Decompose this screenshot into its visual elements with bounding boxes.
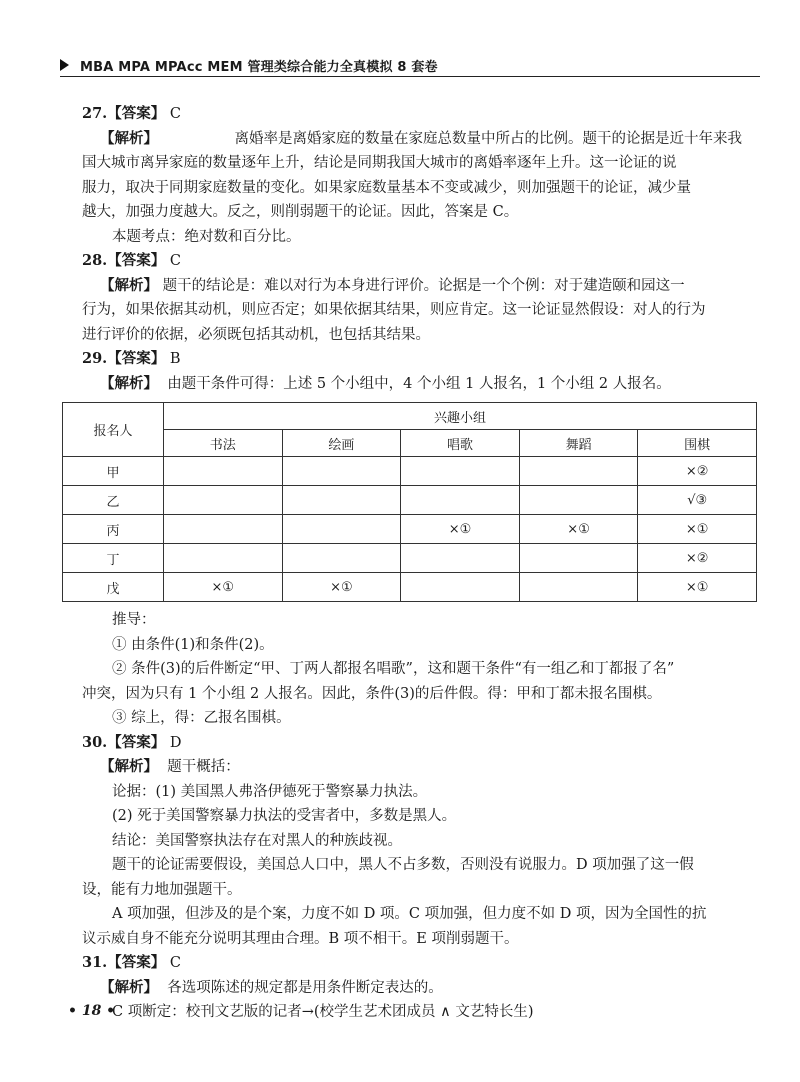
q30-line: 议示威自身不能充分说明其理由合理。B 项不相干。E 项削弱题干。 bbox=[82, 930, 519, 947]
q31-analysis-line: 【解析】 各选项陈述的规定都是用条件断定表达的。 bbox=[100, 978, 443, 996]
q29-step: ② 条件(3)的后件断定“甲、丁两人都报名唱歌”，这和题干条件“有一组乙和丁都报了名” bbox=[112, 661, 675, 677]
q30-analysis-line: 【解析】 题干概括： bbox=[100, 758, 240, 775]
q30-line: (2) 死于美国警察暴力执法的受害者中，多数是黑人。 bbox=[112, 808, 457, 824]
q30-line: 题干的论证需要假设，美国总人口中，黑人不占多数，否则没有说服力。D 项加强了这一假 bbox=[112, 857, 694, 873]
q29-step: ③ 综上，得：乙报名围棋。 bbox=[112, 710, 291, 726]
q27-analysis-line: 【解析】 离婚率是离婚家庭的数量在家庭总数量中所占的比例。题干的论据是近十年来我 bbox=[100, 129, 742, 147]
page-number: • 18 • bbox=[68, 1003, 116, 1019]
q29-answer: 29.【答案】 B bbox=[82, 350, 181, 367]
q28-line: 行为，如果依据其动机，则应否定；如果依据其结果，则应肯定。这一论证显然假设：对人的行为 bbox=[82, 302, 706, 318]
q31-line: C 项断定：校刊文艺版的记者→(校学生艺术团成员 ∧ 文艺特长生) bbox=[112, 1004, 534, 1020]
q30-line: A 项加强，但涉及的是个案，力度不如 D 项。C 项加强，但力度不如 D 项，因为全国性的抗 bbox=[112, 906, 707, 922]
table-row: 丁 ×② bbox=[63, 544, 757, 573]
q28-analysis-line: 【解析】 题干的结论是：难以对行为本身进行评价。论据是一个个例：对于建造颐和园这一 bbox=[100, 276, 685, 294]
table-column-header: 书法 bbox=[164, 430, 283, 457]
table-row: 甲 ×② bbox=[63, 457, 757, 486]
table-row-header: 报名人 bbox=[63, 403, 164, 457]
page-content bbox=[82, 102, 742, 1025]
table-column-header: 绘画 bbox=[282, 430, 401, 457]
q31-answer: 31.【答案】 C bbox=[82, 954, 181, 971]
q29-analysis-line: 【解析】 由题干条件可得：上述 5 个小组中，4 个小组 1 人报名，1 个小组 2 人报名。 bbox=[100, 374, 671, 392]
q27-answer: 27.【答案】 C bbox=[82, 105, 181, 122]
q27-line: 越大，加强力度越大。反之，则削弱题干的论证。因此，答案是 C。 bbox=[82, 204, 519, 220]
header-title: MBA MPA MPAcc MEM 管理类综合能力全真模拟 8 套卷 bbox=[80, 60, 438, 75]
q28-line: 进行评价的依据，必须既包括其动机，也包括其结果。 bbox=[82, 326, 430, 343]
table-row: 丙 ×① ×① ×① bbox=[63, 515, 757, 544]
q29-deduce-label: 推导： bbox=[112, 612, 156, 628]
page-header bbox=[60, 56, 760, 77]
table-column-header: 舞蹈 bbox=[519, 430, 638, 457]
table-row: 乙 √③ bbox=[63, 486, 757, 515]
q30-line: 设，能有力地加强题干。 bbox=[82, 881, 242, 898]
q30-line: 结论：美国警察执法存在对黑人的种族歧视。 bbox=[112, 832, 402, 849]
table-group-header: 兴趣小组 bbox=[164, 403, 757, 430]
triangle-marker-icon bbox=[60, 59, 69, 71]
q28-answer: 28.【答案】 C bbox=[82, 252, 181, 269]
signup-table bbox=[62, 402, 757, 602]
q27-topic: 本题考点：绝对数和百分比。 bbox=[112, 228, 301, 245]
table-column-header: 围棋 bbox=[638, 430, 757, 457]
q29-step: ① 由条件(1)和条件(2)。 bbox=[112, 636, 274, 653]
q29-step: 冲突，因为只有 1 个小组 2 人报名。因此，条件(3)的后件假。得：甲和丁都未报名围棋。 bbox=[82, 685, 662, 702]
q30-answer: 30.【答案】 D bbox=[82, 733, 182, 751]
q30-line: 论据：(1) 美国黑人弗洛伊德死于警察暴力执法。 bbox=[112, 783, 428, 800]
table-column-header: 唱歌 bbox=[401, 430, 520, 457]
table-row: 戊 ×① ×① ×① bbox=[63, 573, 757, 602]
q27-line: 国大城市离异家庭的数量逐年上升，结论是同期我国大城市的离婚率逐年上升。这一论证的说 bbox=[82, 155, 677, 171]
q27-line: 服力，取决于同期家庭数量的变化。如果家庭数量基本不变或减少，则加强题干的论证，减少量 bbox=[82, 179, 691, 196]
